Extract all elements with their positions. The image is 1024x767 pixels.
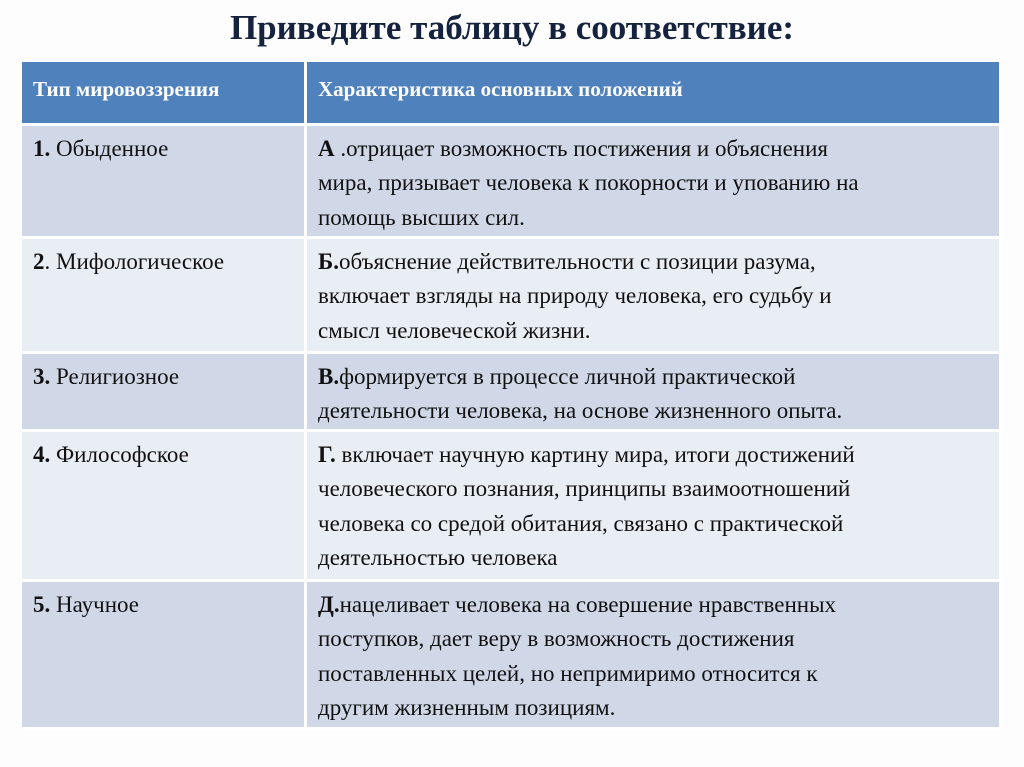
characteristic-line: мира, призывает человека к покорности и упованию на <box>318 170 859 196</box>
characteristic-cell <box>307 126 1002 239</box>
characteristic-line: смысл человеческой жизни. <box>318 317 591 343</box>
worldview-type-cell <box>22 354 307 432</box>
table-row <box>22 582 1002 730</box>
worldview-type-cell <box>22 126 307 239</box>
table-row <box>22 239 1002 354</box>
worldview-type-label: Религиозное <box>50 364 180 389</box>
row-number: 2 <box>33 249 45 274</box>
header-worldview-type: Тип мировоззрения <box>22 62 307 126</box>
worldview-type-label: Философское <box>50 442 189 467</box>
characteristic-line: Д.нацеливает человека на совершение нравственных <box>318 592 837 617</box>
worldview-type-cell <box>22 239 307 354</box>
characteristic-line: поступков, дает веру в возможность достижения <box>318 626 795 652</box>
characteristic-letter: А <box>318 136 335 161</box>
header-characteristics: Характеристика основных положений <box>307 62 1002 126</box>
characteristic-line: деятельности человека, на основе жизненного опыта. <box>318 398 843 424</box>
characteristic-letter: Д. <box>318 592 340 617</box>
matching-table <box>22 62 1002 730</box>
table-row <box>22 126 1002 239</box>
characteristic-line: Г. включает научную картину мира, итоги достижений <box>318 442 855 467</box>
worldview-type-cell <box>22 582 307 730</box>
row-number: 3. <box>33 364 51 389</box>
table-header-row <box>22 62 1002 126</box>
characteristic-line: человеческого познания, принципы взаимоотношений <box>318 476 851 502</box>
row-number: 1. <box>33 136 51 161</box>
worldview-type-label: . Мифологическое <box>44 249 225 274</box>
characteristic-cell <box>307 582 1002 730</box>
characteristic-cell <box>307 432 1002 582</box>
worldview-type-cell <box>22 432 307 582</box>
characteristic-cell <box>307 354 1002 432</box>
characteristic-letter: В. <box>318 364 340 389</box>
characteristic-letter: Г. <box>318 442 336 467</box>
row-number: 4. <box>33 442 51 467</box>
worldview-type-label: Обыденное <box>50 136 169 161</box>
characteristic-line: Б.объяснение действительности с позиции разума, <box>318 249 816 274</box>
characteristic-line: В.формируется в процессе личной практической <box>318 364 796 389</box>
characteristic-line: А .отрицает возможность постижения и объяснения <box>318 136 828 161</box>
characteristic-line: деятельностью человека <box>318 545 558 571</box>
table-row <box>22 354 1002 432</box>
characteristic-line: человека со средой обитания, связано с практической <box>318 510 844 536</box>
characteristic-letter: Б. <box>318 249 339 274</box>
table-row <box>22 432 1002 582</box>
worldview-type-label: Научное <box>50 592 140 617</box>
characteristic-line: поставленных целей, но непримиримо относится к <box>318 660 818 686</box>
row-number: 5. <box>33 592 51 617</box>
characteristic-line: включает взгляды на природу человека, его судьбу и <box>318 283 832 309</box>
characteristic-line: помощь высших сил. <box>318 204 525 230</box>
page-title: Приведите таблицу в соответствие: <box>229 8 795 47</box>
characteristic-cell <box>307 239 1002 354</box>
characteristic-line: другим жизненным позициям. <box>318 695 616 721</box>
